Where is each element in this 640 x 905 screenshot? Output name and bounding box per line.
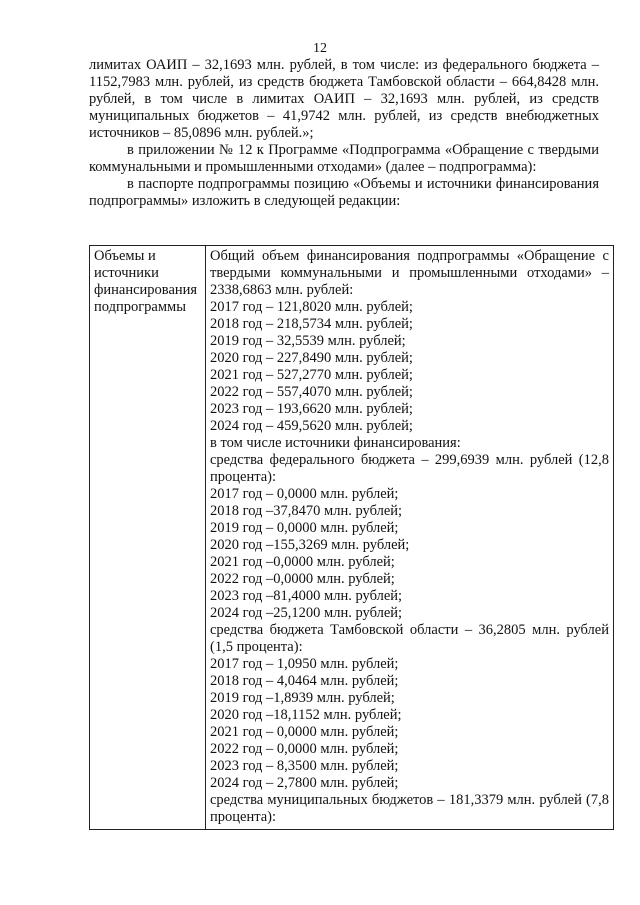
list-item: 2021 год – 527,2770 млн. рублей; — [210, 367, 413, 383]
list-item: 2021 год – 0,0000 млн. рублей; — [210, 724, 399, 740]
list-item: 2024 год – 459,5620 млн. рублей; — [210, 418, 413, 434]
regional-heading: средства бюджета Тамбовской области – 36,2805 млн. рублей (1,5 процента): — [210, 622, 609, 655]
list-item: 2017 год – 0,0000 млн. рублей; — [210, 486, 399, 502]
list-item: 2022 год –0,0000 млн. рублей; — [210, 571, 395, 587]
list-item: 2017 год – 1,0950 млн. рублей; — [210, 656, 399, 672]
list-item: 2018 год –37,8470 млн. рублей; — [210, 503, 403, 519]
list-item: 2020 год –155,3269 млн. рублей; — [210, 537, 410, 553]
total-years-list — [210, 299, 609, 435]
list-item: 2018 год – 4,0464 млн. рублей; — [210, 673, 399, 689]
list-item: 2019 год – 0,0000 млн. рублей; — [210, 520, 399, 536]
intro-paragraph-1: лимитах ОАИП – 32,1693 млн. рублей, в том числе: из федерального бюджета – 1152,7983 млн. рублей, из средств бюджета Тамбовской области – 664,8428 млн. рублей, в том числе в лимитах ОАИП – 32,1693 млн. рублей, из средств муниципальных бюджетов – 41,9742 млн. рублей, из средств внебюджетных источников – 85,0896 млн. рублей.»; — [89, 57, 599, 141]
table-row — [90, 246, 614, 830]
list-item: 2019 год –1,8939 млн. рублей; — [210, 690, 395, 706]
sources-heading: в том числе источники финансирования: — [210, 435, 461, 451]
intro-paragraph-2: в приложении № 12 к Программе «Подпрограмма «Обращение с твердыми коммунальными и промышленными отходами» (далее – подпрограмма): — [89, 142, 599, 175]
list-item: 2017 год – 121,8020 млн. рублей; — [210, 299, 413, 315]
list-item: 2024 год – 2,7800 млн. рублей; — [210, 775, 399, 791]
total-funding: Общий объем финансирования подпрограммы «Обращение с твердыми коммунальными и промышленными отходами» – 2338,6863 млн. рублей: — [210, 248, 609, 298]
intro-text — [89, 57, 599, 210]
list-item: 2022 год – 557,4070 млн. рублей; — [210, 384, 413, 400]
list-item: 2018 год – 218,5734 млн. рублей; — [210, 316, 413, 332]
list-item: 2019 год – 32,5539 млн. рублей; — [210, 333, 406, 349]
list-item: 2021 год –0,0000 млн. рублей; — [210, 554, 395, 570]
page-number: 12 — [313, 41, 327, 56]
list-item: 2020 год – 227,8490 млн. рублей; — [210, 350, 413, 366]
passport-table — [89, 245, 614, 830]
list-item: 2022 год – 0,0000 млн. рублей; — [210, 741, 399, 757]
row-label-cell — [90, 246, 206, 830]
row-label: Объемы и источники финансирования подпрограммы — [94, 248, 198, 315]
list-item: 2023 год –81,4000 млн. рублей; — [210, 588, 403, 604]
list-item: 2020 год –18,1152 млн. рублей; — [210, 707, 402, 723]
list-item: 2023 год – 193,6620 млн. рублей; — [210, 401, 413, 417]
municipal-heading: средства муниципальных бюджетов – 181,3379 млн. рублей (7,8 процента): — [210, 792, 609, 825]
intro-paragraph-3: в паспорте подпрограммы позицию «Объемы и источники финансирования подпрограммы» изложить в следующей редакции: — [89, 176, 599, 209]
row-content-cell — [206, 246, 614, 830]
federal-years-list — [210, 486, 609, 622]
regional-years-list — [210, 656, 609, 792]
federal-heading: средства федерального бюджета – 299,6939 млн. рублей (12,8 процента): — [210, 452, 609, 485]
list-item: 2023 год – 8,3500 млн. рублей; — [210, 758, 399, 774]
list-item: 2024 год –25,1200 млн. рублей; — [210, 605, 403, 621]
